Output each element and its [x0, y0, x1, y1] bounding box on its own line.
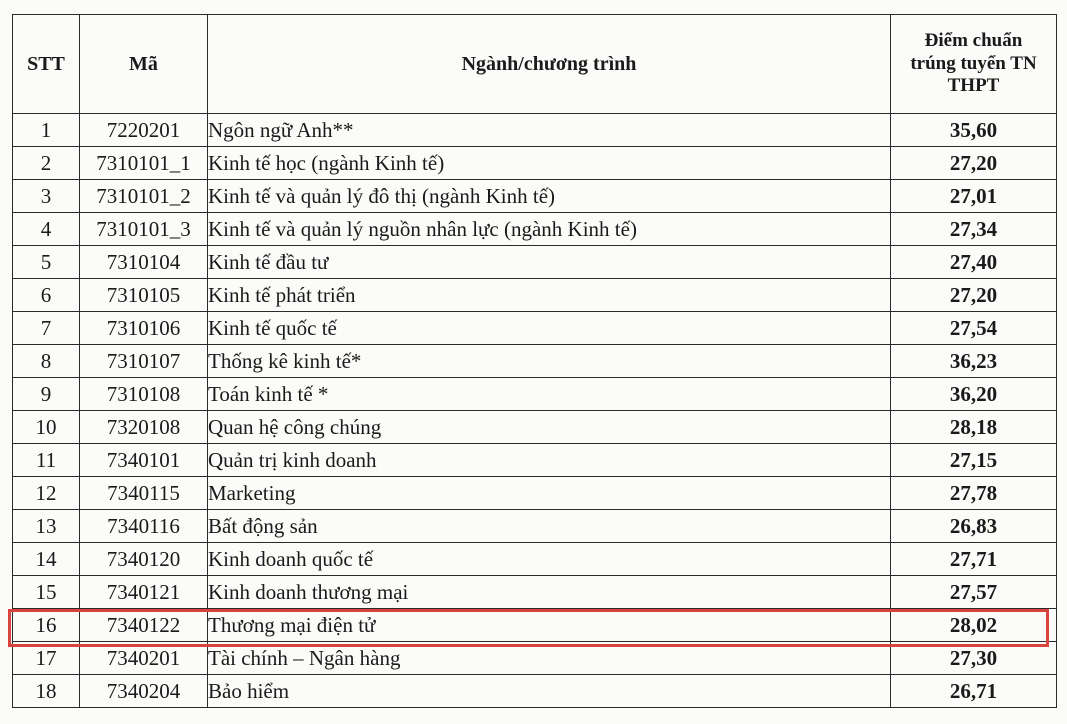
row-stt: 4: [13, 213, 80, 246]
table-row: [13, 411, 1057, 444]
row-stt: 13: [13, 510, 80, 543]
table-row: [13, 279, 1057, 312]
row-stt: 16: [13, 609, 80, 642]
table-row: [13, 642, 1057, 675]
row-score: 27,20: [891, 279, 1057, 312]
table-row: [13, 444, 1057, 477]
row-stt: 1: [13, 114, 80, 147]
row-program-name: Kinh tế học (ngành Kinh tế): [208, 147, 891, 180]
row-program-name: Tài chính – Ngân hàng: [208, 642, 891, 675]
row-code: 7310101_3: [80, 213, 208, 246]
header-score-line-2: trúng tuyển TN: [910, 52, 1037, 74]
row-program-name: Kinh tế quốc tế: [208, 312, 891, 345]
table-row: [13, 246, 1057, 279]
row-stt: 17: [13, 642, 80, 675]
header-stt: STT: [13, 15, 80, 114]
admission-score-table: [12, 14, 1057, 708]
row-program-name: Kinh doanh quốc tế: [208, 543, 891, 576]
row-score: 28,18: [891, 411, 1057, 444]
row-stt: 8: [13, 345, 80, 378]
row-stt: 6: [13, 279, 80, 312]
row-code: 7340101: [80, 444, 208, 477]
row-program-name: Ngôn ngữ Anh**: [208, 114, 891, 147]
row-code: 7310108: [80, 378, 208, 411]
row-stt: 12: [13, 477, 80, 510]
row-score: 35,60: [891, 114, 1057, 147]
row-code: 7310101_2: [80, 180, 208, 213]
row-code: 7310104: [80, 246, 208, 279]
table-row: [13, 147, 1057, 180]
table-row: [13, 576, 1057, 609]
table-row: [13, 213, 1057, 246]
row-score: 36,23: [891, 345, 1057, 378]
row-code: 7310101_1: [80, 147, 208, 180]
row-score: 27,71: [891, 543, 1057, 576]
row-code: 7340204: [80, 675, 208, 708]
table-row-highlighted: [13, 609, 1057, 642]
row-score: 27,57: [891, 576, 1057, 609]
row-program-name: Kinh tế đầu tư: [208, 246, 891, 279]
row-score: 26,71: [891, 675, 1057, 708]
row-code: 7340116: [80, 510, 208, 543]
row-program-name: Kinh tế phát triển: [208, 279, 891, 312]
header-program: Ngành/chương trình: [208, 15, 891, 114]
row-code: 7310106: [80, 312, 208, 345]
header-score-line-3: THPT: [947, 75, 1000, 97]
row-score: 27,40: [891, 246, 1057, 279]
row-score: 27,54: [891, 312, 1057, 345]
row-program-name: Bảo hiểm: [208, 675, 891, 708]
row-score: 28,02: [891, 609, 1057, 642]
header-code: Mã: [80, 15, 208, 114]
table-row: [13, 345, 1057, 378]
row-stt: 5: [13, 246, 80, 279]
row-stt: 14: [13, 543, 80, 576]
row-program-name: Thống kê kinh tế*: [208, 345, 891, 378]
row-stt: 3: [13, 180, 80, 213]
table-row: [13, 510, 1057, 543]
row-stt: 11: [13, 444, 80, 477]
row-score: 26,83: [891, 510, 1057, 543]
table-row: [13, 180, 1057, 213]
row-stt: 2: [13, 147, 80, 180]
row-score: 27,78: [891, 477, 1057, 510]
row-code: 7340120: [80, 543, 208, 576]
header-score: [891, 15, 1057, 114]
row-score: 27,34: [891, 213, 1057, 246]
row-program-name: Kinh tế và quản lý đô thị (ngành Kinh tế): [208, 180, 891, 213]
row-program-name: Kinh tế và quản lý nguồn nhân lực (ngành Kinh tế): [208, 213, 891, 246]
row-score: 27,15: [891, 444, 1057, 477]
row-score: 27,01: [891, 180, 1057, 213]
row-stt: 10: [13, 411, 80, 444]
table-row: [13, 477, 1057, 510]
row-program-name: Kinh doanh thương mại: [208, 576, 891, 609]
row-program-name: Marketing: [208, 477, 891, 510]
row-code: 7320108: [80, 411, 208, 444]
row-code: 7220201: [80, 114, 208, 147]
row-code: 7340122: [80, 609, 208, 642]
row-program-name: Thương mại điện tử: [208, 609, 891, 642]
table-header-row: [13, 15, 1057, 114]
table-row: [13, 675, 1057, 708]
table-row: [13, 114, 1057, 147]
table-row: [13, 378, 1057, 411]
row-program-name: Quản trị kinh doanh: [208, 444, 891, 477]
row-score: 27,30: [891, 642, 1057, 675]
row-program-name: Toán kinh tế *: [208, 378, 891, 411]
row-stt: 15: [13, 576, 80, 609]
row-program-name: Quan hệ công chúng: [208, 411, 891, 444]
row-stt: 7: [13, 312, 80, 345]
row-code: 7340115: [80, 477, 208, 510]
row-code: 7310105: [80, 279, 208, 312]
row-code: 7310107: [80, 345, 208, 378]
row-score: 27,20: [891, 147, 1057, 180]
row-program-name: Bất động sản: [208, 510, 891, 543]
header-score-line-1: Điểm chuẩn: [924, 30, 1023, 52]
row-score: 36,20: [891, 378, 1057, 411]
row-code: 7340201: [80, 642, 208, 675]
row-stt: 9: [13, 378, 80, 411]
row-stt: 18: [13, 675, 80, 708]
table-row: [13, 543, 1057, 576]
row-code: 7340121: [80, 576, 208, 609]
table-row: [13, 312, 1057, 345]
